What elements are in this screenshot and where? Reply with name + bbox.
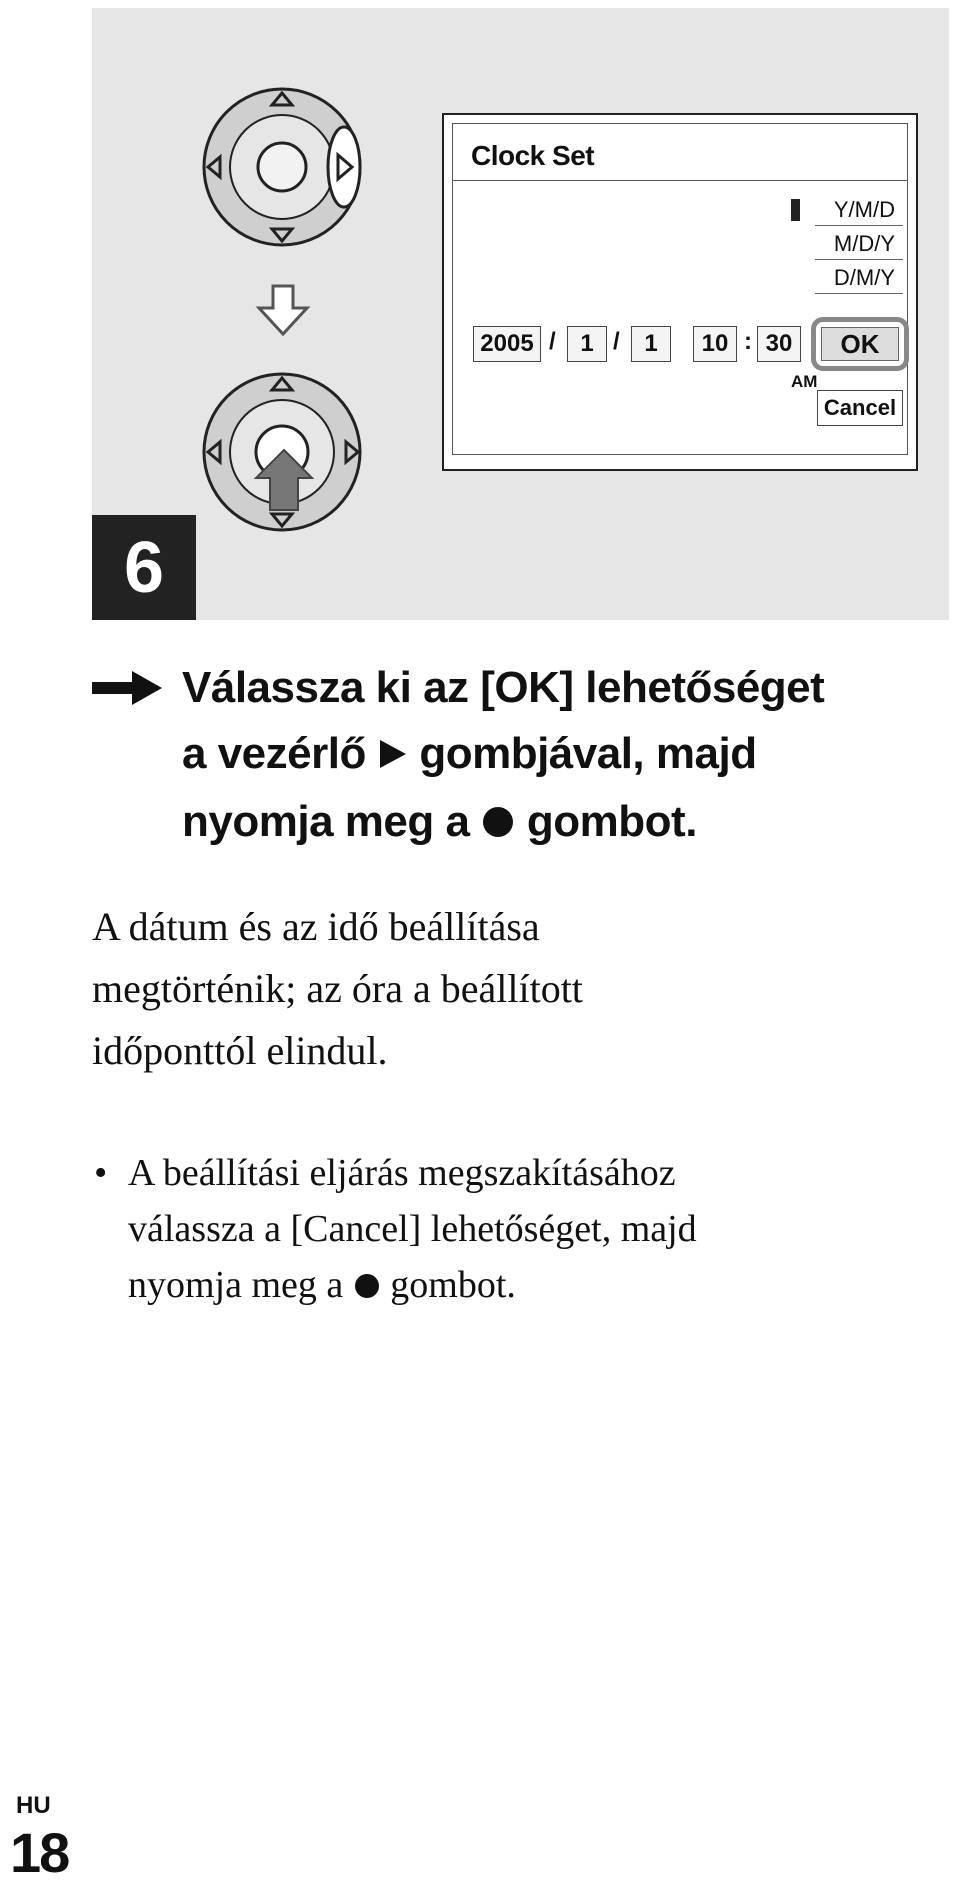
screen-title: Clock Set (471, 140, 595, 171)
heading-line: Válassza ki az [OK] lehetőséget (182, 663, 825, 712)
note-line (128, 1257, 948, 1316)
heading-line (182, 721, 942, 789)
control-pad-right-pressed[interactable] (200, 85, 365, 250)
note-line: válassza a [Cancel] lehetőséget, majd (128, 1208, 697, 1250)
heading-text: nyomja meg a (182, 797, 470, 847)
center-button-icon (481, 792, 515, 858)
step-heading (182, 655, 942, 858)
bullet-icon: • (94, 1152, 108, 1194)
year-field[interactable]: 2005 (473, 326, 541, 362)
center-button-icon (353, 1260, 381, 1316)
minute-field[interactable]: 30 (757, 326, 801, 362)
page-number: 18 (10, 1821, 69, 1884)
heading-text: a vezérlő (182, 729, 366, 778)
description (92, 896, 942, 1082)
arrow-right-icon (92, 671, 162, 710)
heading-line (182, 789, 942, 857)
month-field[interactable]: 1 (567, 326, 607, 362)
cancel-button[interactable]: Cancel (817, 390, 903, 426)
language-code: HU (16, 1792, 51, 1819)
note-text: nyomja meg a (128, 1264, 344, 1306)
ok-button[interactable]: OK (821, 327, 899, 361)
date-separator: / (549, 328, 556, 355)
heading-text: gombjával, majd (419, 729, 757, 778)
title-divider (453, 180, 907, 181)
arrow-down-icon (255, 282, 311, 343)
format-option-mdy[interactable]: M/D/Y (815, 228, 903, 260)
control-pad-center-pressed[interactable] (200, 370, 365, 535)
format-option-ymd[interactable]: Y/M/D (815, 194, 903, 226)
clock-set-screen (442, 113, 918, 471)
format-option-dmy[interactable]: D/M/Y (815, 262, 903, 294)
selected-format-marker (791, 199, 800, 221)
date-separator: / (613, 328, 620, 355)
heading-text: gombot. (526, 797, 697, 847)
step-number: 6 (92, 515, 196, 620)
time-separator: : (744, 328, 752, 355)
screen-frame (452, 123, 908, 455)
note-text: gombot. (390, 1264, 516, 1306)
note-line: A beállítási eljárás megszakításához (128, 1152, 676, 1194)
ampm-indicator: AM (791, 372, 818, 391)
triangle-right-icon (378, 723, 408, 789)
hour-field[interactable]: 10 (693, 326, 737, 362)
description-line: időponttól elindul. (92, 1028, 388, 1073)
cancel-note (128, 1145, 948, 1316)
description-line: megtörténik; az óra a beállított (92, 966, 583, 1011)
ok-button-highlight (811, 317, 909, 371)
day-field[interactable]: 1 (631, 326, 671, 362)
description-line: A dátum és az idő beállítása (92, 904, 540, 949)
